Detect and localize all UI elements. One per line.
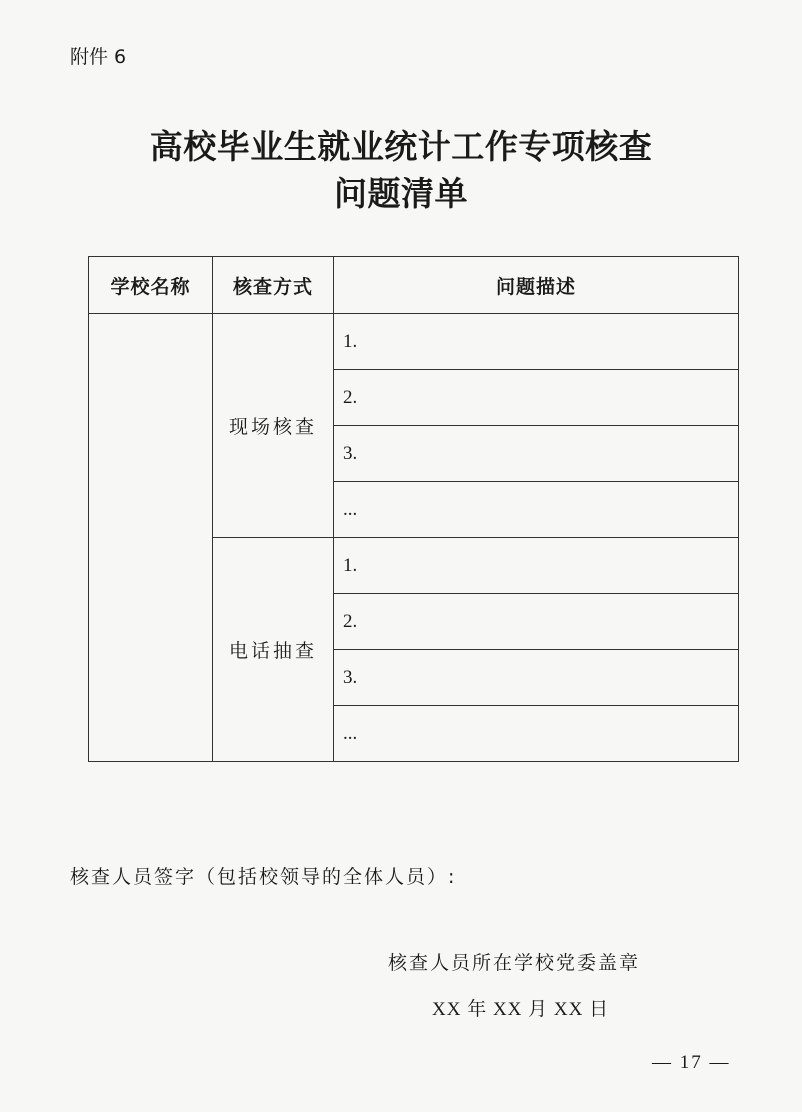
table-header-row (89, 257, 739, 314)
document-title-line2: 问题清单 (334, 174, 468, 213)
page-number: — 17 — (652, 1052, 731, 1073)
issue-item: 1. (334, 538, 739, 594)
date-label: XX 年 XX 月 XX 日 (432, 999, 610, 1020)
stamp-label: 核查人员所在学校党委盖章 (388, 952, 641, 974)
method-onsite-check: 现场核查 (213, 314, 334, 538)
header-issue-description: 问题描述 (334, 257, 739, 314)
issue-checklist-table (88, 256, 739, 762)
issue-item: ... (334, 482, 739, 538)
document-title-line1: 高校毕业生就业统计工作专项核查 (149, 127, 653, 166)
issue-item: 1. (334, 314, 739, 370)
issue-item: 2. (334, 594, 739, 650)
table-row (89, 314, 739, 370)
issue-item: 2. (334, 370, 739, 426)
issue-item: ... (334, 706, 739, 762)
issue-item: 3. (334, 426, 739, 482)
issue-item: 3. (334, 650, 739, 706)
header-school-name: 学校名称 (89, 257, 213, 314)
header-check-method: 核查方式 (213, 257, 334, 314)
school-name-cell (89, 314, 213, 762)
method-phone-check: 电话抽查 (213, 538, 334, 762)
attachment-label: 附件 6 (70, 46, 127, 68)
signature-label: 核查人员签字（包括校领导的全体人员）: (70, 866, 457, 888)
